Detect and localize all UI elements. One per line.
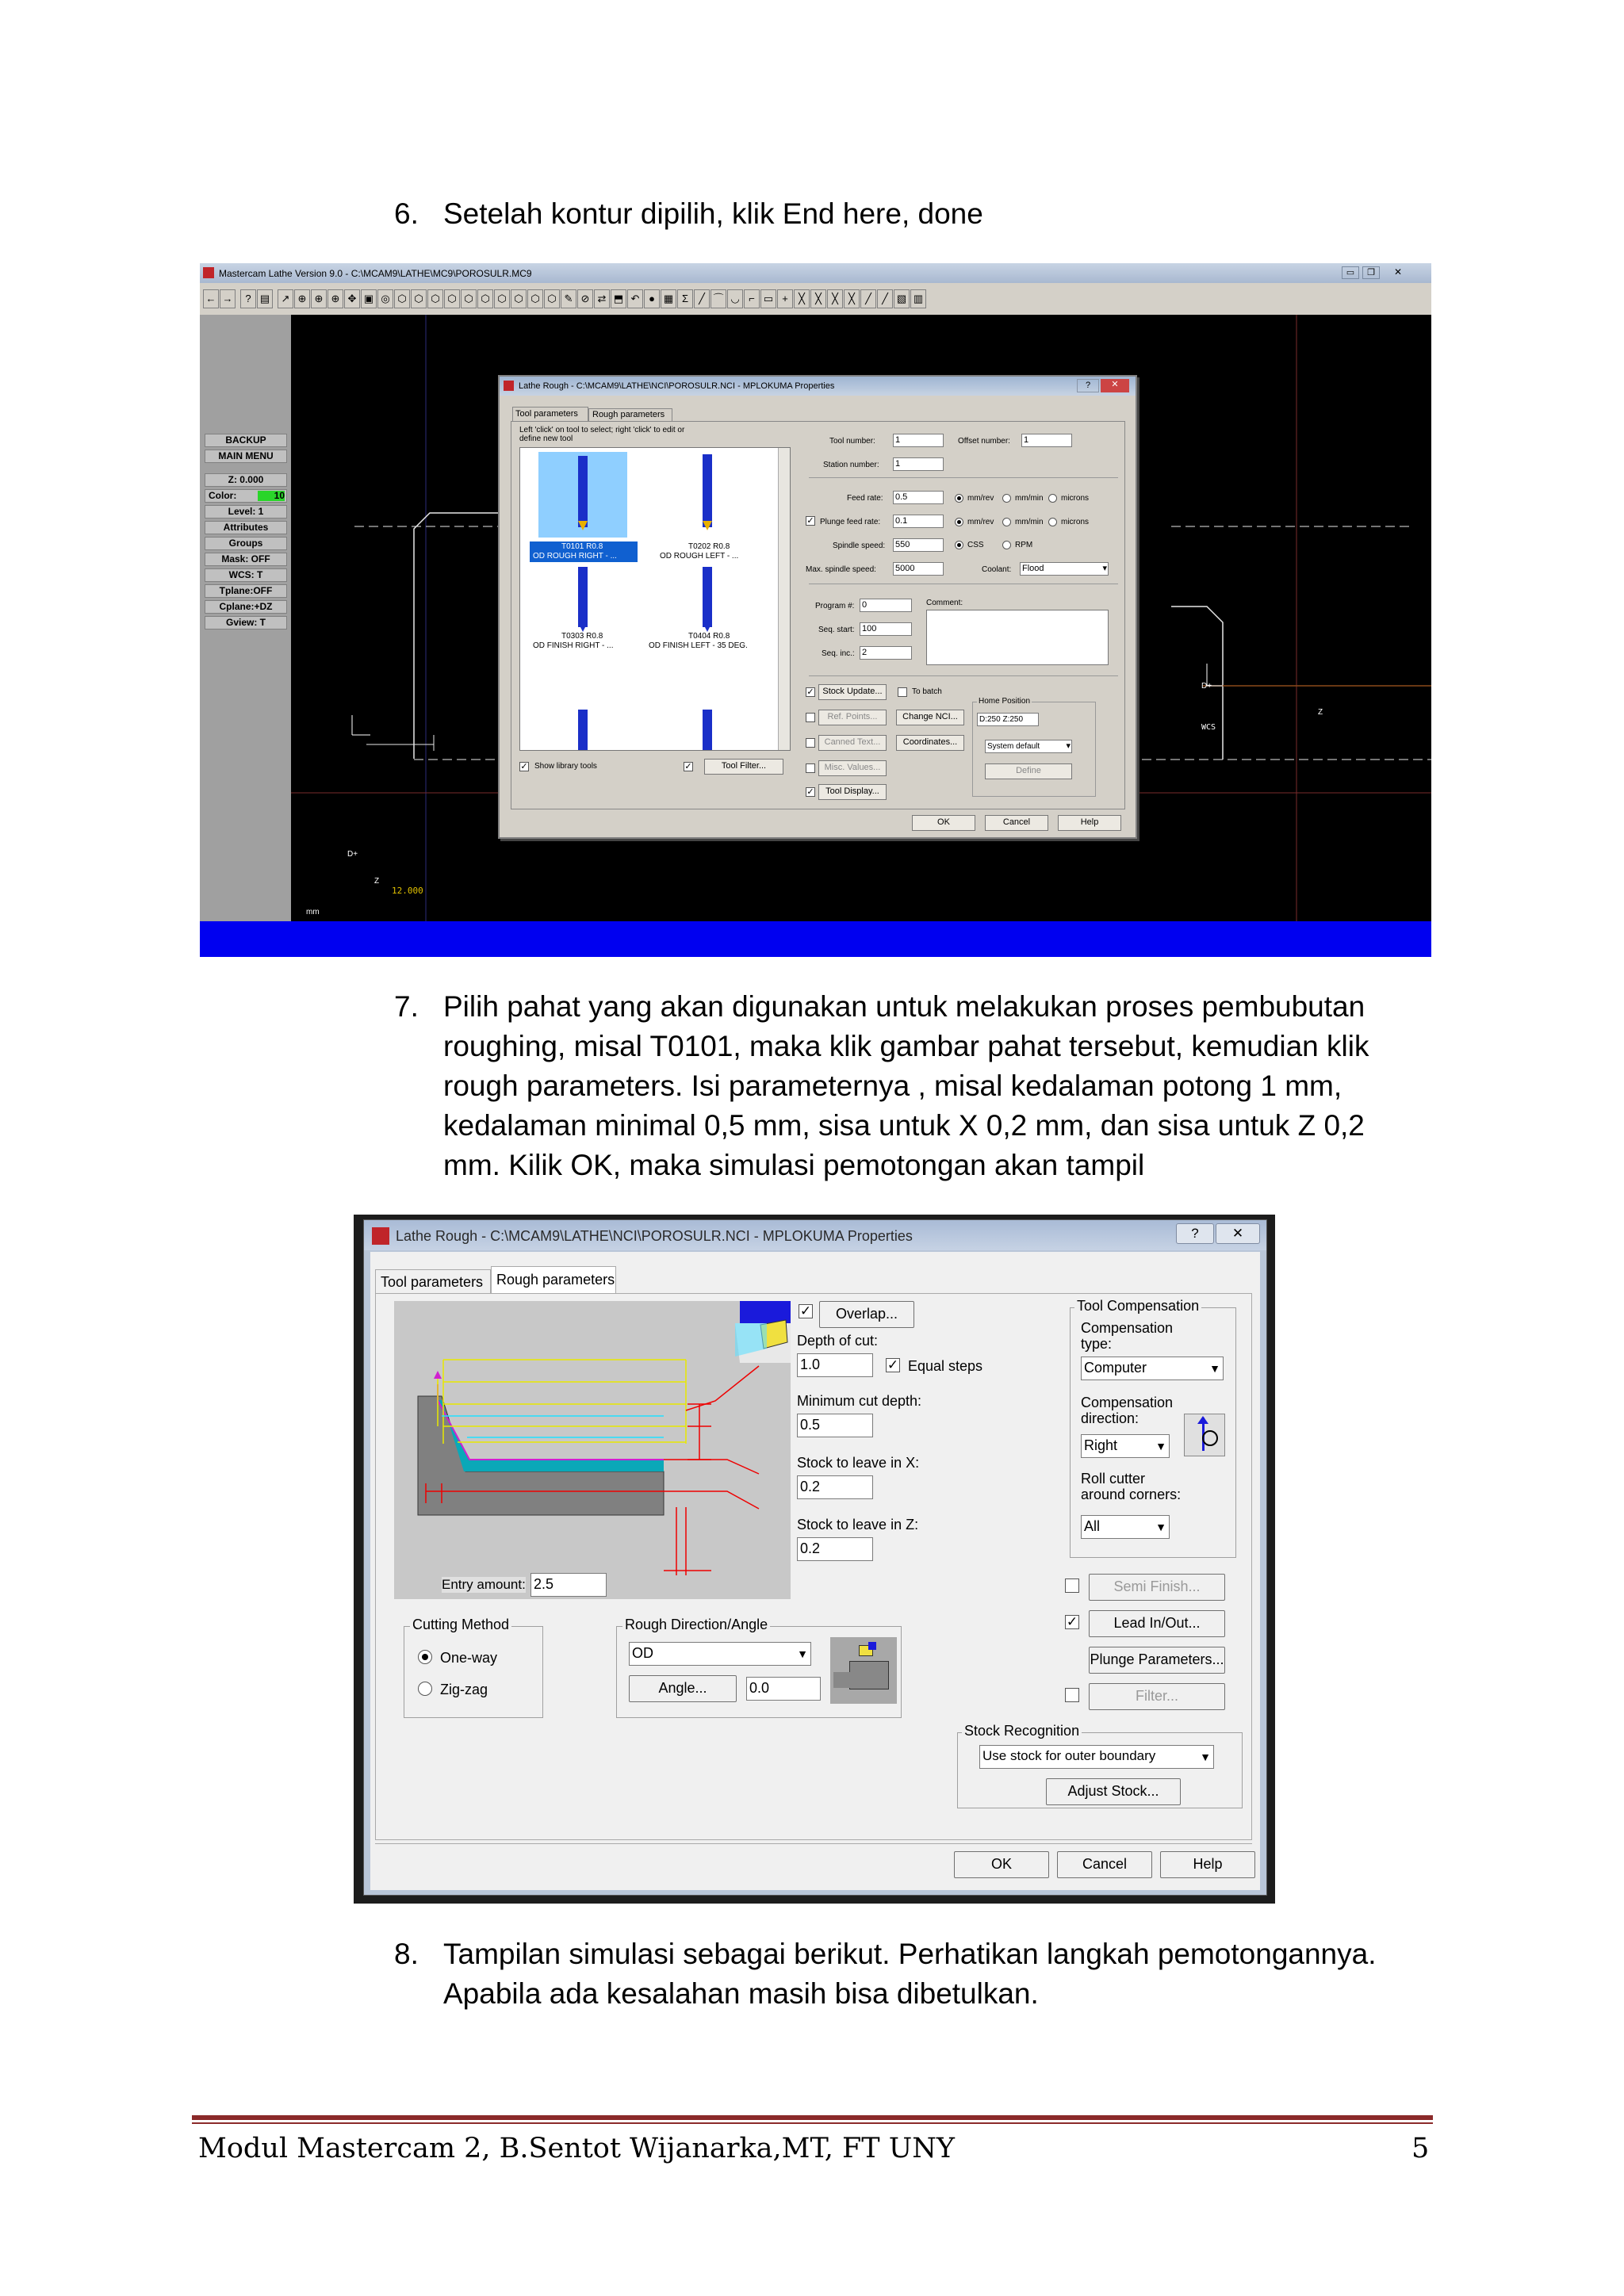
cplane-status[interactable]: Cplane:+DZ (205, 600, 287, 614)
view-cube-icon[interactable]: ⬡ (494, 289, 510, 308)
entry-amount-label: Entry amount: (442, 1577, 526, 1592)
tool-insert-icon (703, 567, 712, 627)
unit-label: microns (1061, 518, 1090, 526)
tool-code: T0202 R0.8 (688, 542, 730, 551)
main-menu-sidebar (200, 315, 291, 947)
toolbar (200, 283, 1431, 315)
coolant-select[interactable]: Flood ▾ (1020, 562, 1109, 576)
stock-x-label: Stock to leave in X: (797, 1455, 920, 1471)
cutting-method-group (404, 1626, 543, 1718)
view-cube-icon[interactable]: ⬡ (544, 289, 560, 308)
min-cut-depth-field[interactable]: 0.5 (797, 1414, 873, 1437)
color-swatch: 10 (258, 491, 285, 501)
stock-z-label: Stock to leave in Z: (797, 1517, 919, 1533)
help-icon[interactable]: ? (240, 289, 256, 308)
tab-tool-parameters[interactable]: Tool parameters (375, 1269, 491, 1293)
step-number: 8. (394, 1938, 419, 1970)
wcs-label: WCS (1201, 723, 1216, 732)
dialog-app-icon (372, 1227, 389, 1245)
tool-insert-icon (578, 456, 588, 527)
angle-button[interactable]: Angle... (629, 1675, 737, 1702)
view-side-icon[interactable]: ⬡ (427, 289, 443, 308)
tool-insert-icon (703, 454, 712, 527)
tool-compensation-title: Tool Compensation (1074, 1298, 1201, 1314)
line-icon[interactable]: ╱ (877, 289, 893, 308)
change-nci-button[interactable]: Change NCI... (896, 710, 964, 725)
minimize-icon[interactable]: ▭ (1342, 266, 1359, 279)
unit-label: mm/rev (967, 494, 994, 503)
plunge-mmmin-radio[interactable] (1002, 518, 1011, 526)
rough-parameters-dialog (354, 1215, 1275, 1904)
footer-text: Modul Mastercam 2, B.Sentot Wijanarka,MT, FT UNY (198, 2133, 955, 2164)
semi-finish-checkbox[interactable] (1065, 1578, 1079, 1593)
comment-label: Comment: (926, 599, 963, 607)
edit-icon[interactable]: ✎ (561, 289, 576, 308)
view-cube-icon[interactable]: ⬡ (527, 289, 543, 308)
tool-desc: OD ROUGH RIGHT - ... (533, 552, 617, 561)
depth-of-cut-field[interactable]: 1.0 (797, 1353, 873, 1377)
cross-icon[interactable]: ╳ (827, 289, 843, 308)
min-cut-depth-label: Minimum cut depth: (797, 1393, 922, 1409)
cancel-button[interactable]: Cancel (985, 815, 1048, 831)
gview-status[interactable]: Gview: T (205, 616, 287, 629)
main-menu-button[interactable]: MAIN MENU (205, 450, 287, 463)
cancel-button[interactable]: Cancel (1057, 1851, 1152, 1878)
rough-diagram (394, 1301, 791, 1599)
stock-x-field[interactable]: 0.2 (797, 1475, 873, 1499)
home-system-select[interactable]: System default ▾ (985, 740, 1072, 753)
lathe-rough-dialog (498, 375, 1137, 839)
footer-rule-thin (192, 2122, 1433, 2124)
stock-recognition-title: Stock Recognition (962, 1723, 1082, 1739)
feed-mmmin-radio[interactable] (1002, 494, 1011, 503)
dialog-title: Lathe Rough - C:\MCAM9\LATHE\NCI\POROSULR.NCI - MPLOKUMA Properties (519, 381, 835, 391)
ok-button[interactable]: OK (954, 1851, 1049, 1878)
line-icon[interactable]: ╱ (694, 289, 710, 308)
rough-direction-preview-icon (830, 1637, 897, 1704)
seq-inc-field[interactable]: 2 (860, 646, 912, 660)
grid-icon[interactable]: ▦ (661, 289, 676, 308)
delete-icon[interactable]: ⊘ (577, 289, 593, 308)
entry-amount-field[interactable]: 2.5 (530, 1573, 607, 1597)
max-spindle-field[interactable]: 5000 (893, 562, 944, 576)
help-button[interactable]: Help (1160, 1851, 1255, 1878)
tool-tip-icon (578, 521, 588, 530)
rpm-radio[interactable] (1002, 541, 1011, 549)
rectangle-icon[interactable]: ▭ (760, 289, 776, 308)
dialog-title: Lathe Rough - C:\MCAM9\LATHE\NCI\POROSULR.NCI - MPLOKUMA Properties (396, 1228, 913, 1244)
roll-cutter-label: Roll cutter (1081, 1471, 1146, 1487)
to-batch-checkbox[interactable] (898, 687, 907, 697)
dialog-body (370, 1252, 1260, 1890)
wcs-status[interactable]: WCS: T (205, 568, 287, 582)
step-text: Tampilan simulasi sebagai berikut. Perhatikan langkah pemotongannya. (443, 1938, 1377, 1970)
unit-label: mm/min (1015, 494, 1044, 503)
tplane-status[interactable]: Tplane:OFF (205, 584, 287, 598)
coordinates-button[interactable]: Coordinates... (896, 735, 964, 751)
misc-values-checkbox[interactable] (806, 763, 815, 773)
home-position-label: Home Position (979, 697, 1031, 706)
help-icon[interactable]: ? (1176, 1223, 1214, 1244)
plunge-microns-radio[interactable] (1048, 518, 1057, 526)
plunge-feed-field[interactable]: 0.1 (893, 515, 944, 528)
z-depth-status[interactable]: Z: 0.000 (205, 473, 287, 487)
zig-zag-radio[interactable] (418, 1682, 432, 1696)
tool-desc: OD ROUGH LEFT - ... (660, 552, 739, 561)
units-label: mm (306, 908, 320, 916)
file-icon[interactable]: ▤ (257, 289, 273, 308)
overlap-checkbox[interactable]: ✓ (799, 1303, 812, 1318)
view-front-icon[interactable]: ⬡ (411, 289, 427, 308)
spindle-speed-field[interactable]: 550 (893, 538, 944, 552)
unit-label: mm/rev (967, 518, 994, 526)
view-cube-icon[interactable]: ⬡ (461, 289, 477, 308)
cross-icon[interactable]: ╳ (844, 289, 860, 308)
page-number: 5 (1411, 2133, 1430, 2164)
step-text: Pilih pahat yang akan digunakan untuk melakukan proses pembubutan (443, 990, 1365, 1023)
close-icon[interactable]: ✕ (1216, 1223, 1260, 1244)
separator (809, 675, 1118, 676)
offset-number-label: Offset number: (958, 437, 1010, 446)
prompt-area (200, 921, 1431, 957)
dialog-close-icon[interactable]: ✕ (1101, 379, 1129, 392)
unit-label: mm/min (1015, 518, 1044, 526)
chamfer-icon[interactable]: ⌐ (744, 289, 760, 308)
point-icon[interactable]: + (777, 289, 793, 308)
view-icon[interactable]: ◎ (377, 289, 393, 308)
adjust-stock-button[interactable]: Adjust Stock... (1046, 1778, 1181, 1805)
separator (809, 477, 1118, 478)
step-text: Setelah kontur dipilih, klik End here, done (443, 197, 983, 230)
ok-button[interactable]: OK (912, 815, 975, 831)
tool-code: T0404 R0.8 (688, 632, 730, 641)
dialog-help-icon[interactable]: ? (1077, 379, 1099, 392)
tool-code: T0303 R0.8 (561, 632, 603, 641)
tool-number-label: Tool number: (829, 437, 875, 446)
unit-label: microns (1061, 494, 1090, 503)
show-library-checkbox[interactable]: ✓ (520, 762, 528, 771)
tool-insert-icon (578, 567, 588, 627)
tool-t0101[interactable] (520, 448, 647, 567)
window-title: Mastercam Lathe Version 9.0 - C:\MCAM9\LATHE\MC9\POROSULR.MC9 (219, 268, 532, 279)
restore-icon[interactable]: ❐ (1362, 266, 1380, 279)
seq-start-field[interactable]: 100 (860, 622, 912, 636)
level-status[interactable]: Level: 1 (205, 505, 287, 519)
semi-finish-button[interactable]: Semi Finish... (1089, 1574, 1225, 1601)
plunge-parameters-button[interactable]: Plunge Parameters... (1089, 1647, 1225, 1674)
show-library-label: Show library tools (534, 762, 597, 771)
curve-icon[interactable]: ◡ (727, 289, 743, 308)
comp-direction-label-2: direction: (1081, 1410, 1139, 1426)
view-iso-icon[interactable]: ⬡ (444, 289, 460, 308)
dialog-titlebar (500, 377, 1136, 396)
view-cube-icon[interactable]: ⬡ (477, 289, 493, 308)
dialog-frame (363, 1219, 1267, 1896)
comp-direction-select[interactable]: Right ▼ (1081, 1434, 1170, 1458)
tool-desc: OD FINISH LEFT - 35 DEG. (649, 641, 748, 650)
tab-tool-parameters[interactable]: Tool parameters (512, 407, 588, 421)
groups-button[interactable]: Groups (205, 537, 287, 550)
layer-icon[interactable]: ⬒ (611, 289, 626, 308)
feed-mmrev-radio[interactable] (955, 494, 963, 503)
feed-rate-field[interactable]: 0.5 (893, 491, 944, 504)
analyze-icon[interactable]: ↗ (278, 289, 293, 308)
d-axis-label: D+ (1201, 682, 1212, 691)
zig-zag-label: Zig-zag (440, 1682, 488, 1697)
canned-text-checkbox[interactable] (806, 738, 815, 748)
mastercam-screenshot (200, 263, 1431, 957)
verify-icon[interactable]: ▥ (910, 289, 926, 308)
comp-direction-preview-icon (1184, 1414, 1225, 1456)
back-icon[interactable]: ← (203, 289, 219, 308)
zoom-icon[interactable]: ⊕ (294, 289, 310, 308)
tool-t0202[interactable] (647, 448, 774, 567)
pan-icon[interactable]: ✥ (344, 289, 360, 308)
close-icon[interactable]: ✕ (1393, 266, 1403, 277)
roll-cutter-label-2: around corners: (1081, 1487, 1182, 1502)
css-radio[interactable] (955, 541, 963, 549)
tool-hint: Left 'click' on tool to select; right 'click' to edit or (519, 426, 685, 434)
tool-tip-icon (578, 622, 588, 632)
stock-update-button[interactable]: Stock Update... (818, 684, 887, 700)
program-field[interactable]: 0 (860, 599, 912, 612)
tool-partial-2[interactable] (703, 710, 712, 751)
tool-partial-1[interactable] (578, 710, 588, 751)
seq-start-label: Seq. start: (818, 626, 855, 634)
zoom-in-icon[interactable]: ⊕ (311, 289, 327, 308)
view-cube-icon[interactable]: ⬡ (511, 289, 527, 308)
one-way-label: One-way (440, 1650, 498, 1666)
help-button[interactable]: Help (1058, 815, 1121, 831)
step-text: rough parameters. Isi parameternya , misal kedalaman potong 1 mm, (443, 1070, 1342, 1102)
dialog-app-icon (504, 381, 514, 391)
step-number: 6. (394, 197, 419, 230)
feed-rate-label: Feed rate: (847, 494, 883, 503)
tool-t0303[interactable] (520, 567, 647, 686)
plunge-feed-label: Plunge feed rate: (820, 518, 881, 526)
rough-direction-select[interactable]: OD ▼ (629, 1642, 811, 1666)
stock-z-field[interactable]: 0.2 (797, 1537, 873, 1561)
home-coords-field[interactable]: D:250 Z:250 (977, 713, 1039, 726)
app-icon (203, 267, 214, 278)
tool-hint-2: define new tool (519, 434, 573, 443)
origin-z-label: Z (374, 877, 380, 886)
canned-text-button[interactable]: Canned Text... (818, 735, 887, 751)
tool-t0404[interactable] (647, 567, 774, 686)
angle-field[interactable]: 0.0 (746, 1677, 821, 1701)
lead-in-out-button[interactable]: Lead In/Out... (1089, 1610, 1225, 1637)
tool-list[interactable] (519, 447, 791, 751)
station-number-field[interactable]: 1 (893, 457, 944, 471)
z-axis-label: Z (1318, 708, 1323, 717)
cutting-method-title: Cutting Method (410, 1617, 511, 1633)
program-label: Program #: (815, 602, 855, 610)
roll-cutter-select[interactable]: All ▼ (1081, 1515, 1170, 1539)
footer-rule-thick (192, 2115, 1433, 2120)
equal-steps-checkbox[interactable]: ✓ (887, 1357, 899, 1372)
tool-filter-checkbox[interactable]: ✓ (684, 762, 692, 771)
to-batch-label: To batch (912, 687, 942, 696)
plunge-mmrev-radio[interactable] (955, 518, 963, 526)
step-text: roughing, misal T0101, maka klik gambar pahat tersebut, kemudian klik (443, 1030, 1369, 1062)
color-status[interactable]: Color: 10 (205, 489, 287, 503)
css-label: CSS (967, 541, 984, 549)
define-button[interactable]: Define (985, 763, 1072, 779)
tool-display-button[interactable]: Tool Display... (818, 784, 887, 800)
mask-status[interactable]: Mask: OFF (205, 553, 287, 566)
step-text: kedalaman minimal 0,5 mm, sisa untuk X 0,2 mm, dan sisa untuk Z 0,2 (443, 1109, 1365, 1142)
rough-direction-title: Rough Direction/Angle (622, 1617, 770, 1633)
spindle-speed-label: Spindle speed: (833, 541, 886, 550)
station-number-label: Station number: (823, 461, 879, 469)
comment-textarea[interactable] (926, 610, 1109, 665)
window-icon[interactable]: ▣ (361, 289, 377, 308)
filter-button[interactable]: Filter... (1089, 1683, 1225, 1710)
cross-icon[interactable]: ╳ (810, 289, 826, 308)
tool-filter-button[interactable]: Tool Filter... (704, 759, 783, 775)
sum-icon[interactable]: Σ (677, 289, 693, 308)
toolpath-icon[interactable]: ▧ (894, 289, 910, 308)
tab-rough-parameters[interactable]: Rough parameters (588, 408, 672, 421)
stock-recognition-select[interactable]: Use stock for outer boundary ▼ (979, 1745, 1214, 1769)
attributes-button[interactable]: Attributes (205, 521, 287, 534)
dialog-titlebar (364, 1220, 1266, 1250)
cross-icon[interactable]: ╳ (794, 289, 810, 308)
lead-in-out-checkbox[interactable]: ✓ (1066, 1614, 1078, 1629)
offset-number-field[interactable]: 1 (1021, 434, 1072, 447)
tool-tip-icon (703, 521, 712, 530)
forward-icon[interactable]: → (220, 289, 236, 308)
coolant-label: Coolant: (982, 565, 1012, 574)
equal-steps-label: Equal steps (908, 1358, 983, 1374)
tool-number-field[interactable]: 1 (893, 434, 944, 447)
transform-icon[interactable]: ⇄ (594, 289, 610, 308)
one-way-radio[interactable] (418, 1650, 432, 1664)
zoom-out-icon[interactable]: ⊕ (327, 289, 343, 308)
undo-icon[interactable]: ↶ (627, 289, 643, 308)
plunge-feed-checkbox[interactable]: ✓ (806, 516, 814, 526)
view-top-icon[interactable]: ⬡ (394, 289, 410, 308)
origin-d-label: D+ (347, 850, 358, 859)
step-text: mm. Kilik OK, maka simulasi pemotongan akan tampil (443, 1149, 1145, 1181)
shade-icon[interactable]: ● (644, 289, 660, 308)
comp-type-select[interactable]: Computer ▼ (1081, 1357, 1224, 1380)
tool-tip-icon (703, 622, 712, 632)
comp-type-label-2: type: (1081, 1336, 1113, 1352)
depth-of-cut-label: Depth of cut: (797, 1333, 879, 1349)
dimension-label: 12.000 (392, 886, 423, 896)
seq-inc-label: Seq. inc.: (822, 649, 855, 658)
stock-update-checkbox[interactable]: ✓ (806, 687, 814, 697)
line-icon[interactable]: ╱ (860, 289, 876, 308)
ref-points-button[interactable]: Ref. Points... (818, 710, 887, 725)
tool-desc: OD FINISH RIGHT - ... (533, 641, 614, 650)
arc-icon[interactable]: ⌒ (710, 289, 726, 308)
ref-points-checkbox[interactable] (806, 713, 815, 722)
filter-checkbox[interactable] (1065, 1688, 1079, 1702)
tool-display-checkbox[interactable]: ✓ (806, 787, 814, 797)
backup-button[interactable]: BACKUP (205, 434, 287, 447)
tab-rough-parameters[interactable]: Rough parameters (491, 1266, 616, 1293)
window-titlebar (200, 263, 1431, 283)
max-spindle-label: Max. spindle speed: (806, 565, 876, 574)
rpm-label: RPM (1015, 541, 1033, 549)
comp-direction-label: Compensation (1081, 1395, 1174, 1410)
separator (375, 1843, 1252, 1844)
step-text: Apabila ada kesalahan masih bisa dibetulkan. (443, 1977, 1039, 2010)
overlap-button[interactable]: Overlap... (819, 1301, 914, 1328)
tool-code: T0101 R0.8 (561, 542, 603, 551)
comp-type-label: Compensation (1081, 1320, 1174, 1336)
misc-values-button[interactable]: Misc. Values... (818, 760, 887, 776)
step-number: 7. (394, 990, 419, 1023)
tool-scrollbar[interactable] (778, 448, 791, 751)
feed-microns-radio[interactable] (1048, 494, 1057, 503)
